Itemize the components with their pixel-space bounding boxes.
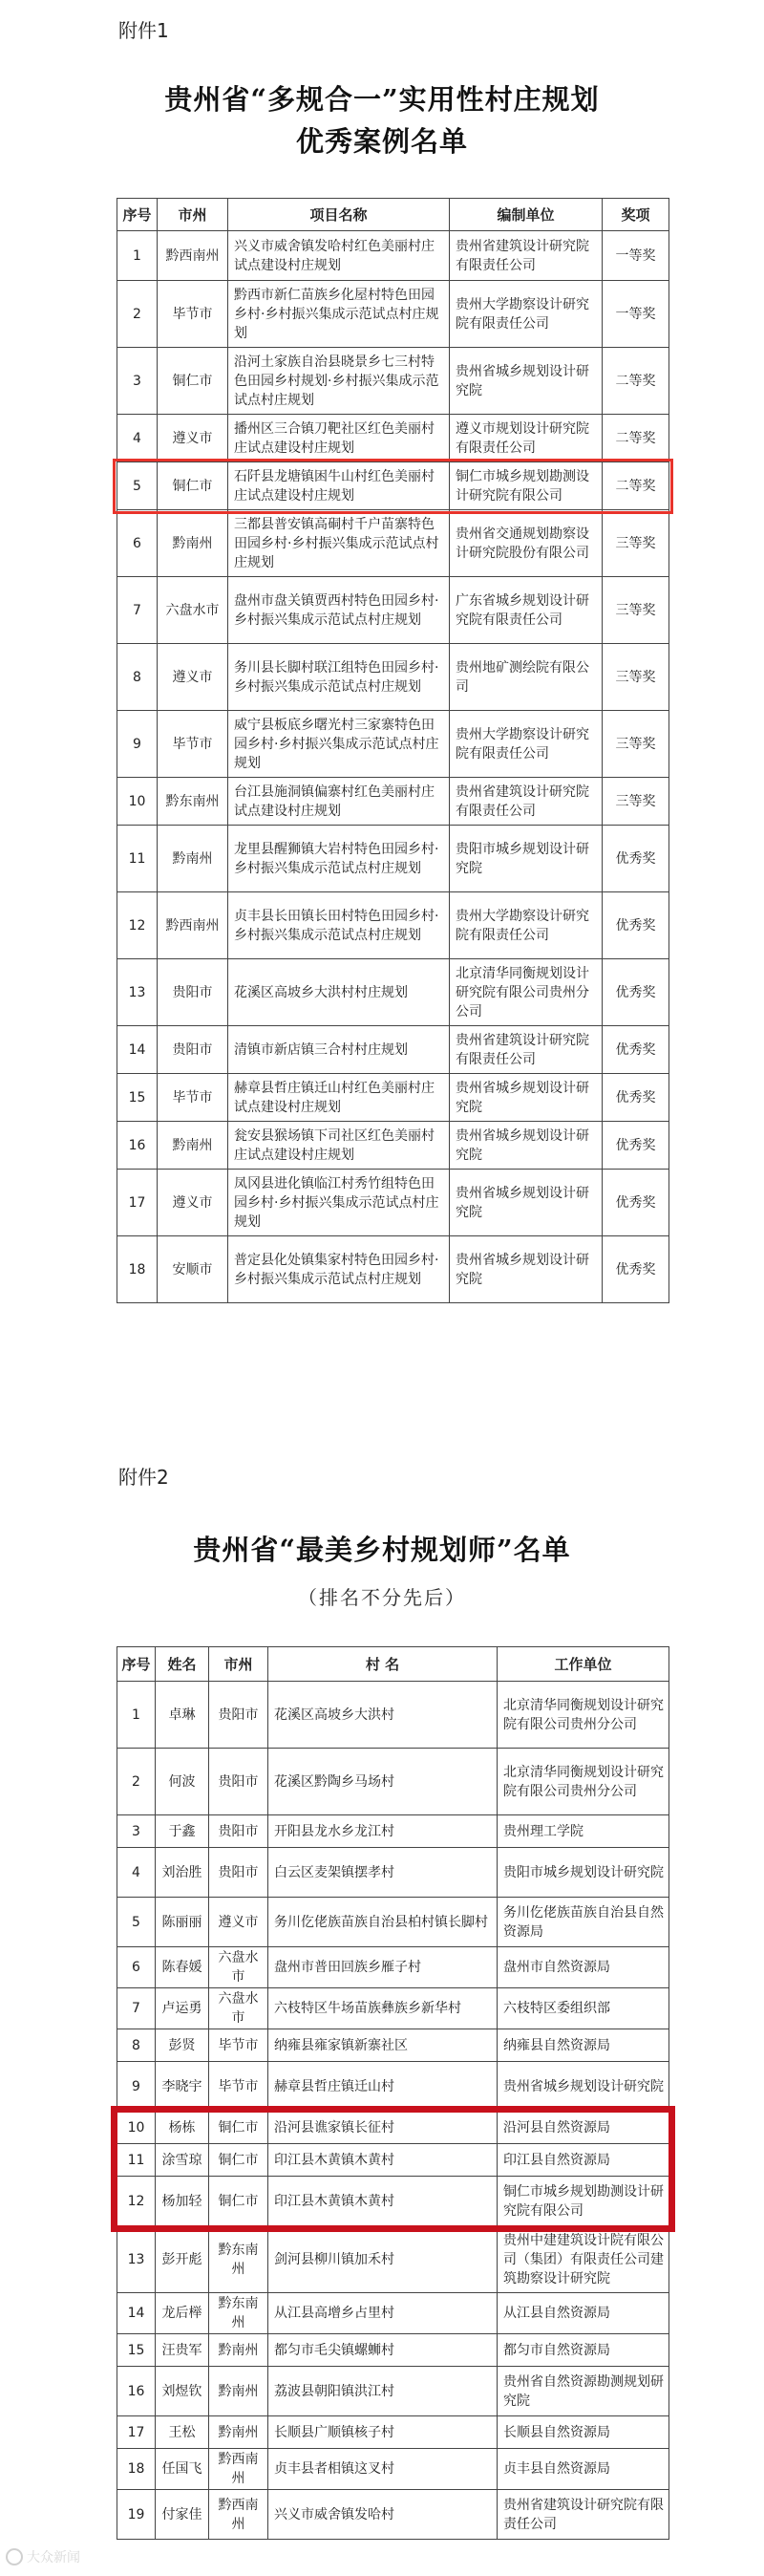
t2-cell-unit: 印江县自然资源局 <box>498 2144 669 2177</box>
t2-cell-village: 务川仡佬族苗族自治县柏村镇长脚村 <box>268 1898 498 1947</box>
t2-cell-village: 长顺县广顺镇核子村 <box>268 2416 498 2449</box>
t2-cell-city: 贵阳市 <box>209 1848 268 1898</box>
t2-cell-village: 花溪区高坡乡大洪村 <box>268 1682 498 1749</box>
t2-cell-name: 杨加轻 <box>156 2177 209 2226</box>
t1-cell-award: 优秀奖 <box>603 1236 669 1303</box>
t2-cell-no: 17 <box>117 2416 156 2449</box>
table-row <box>117 415 669 462</box>
t1-cell-award: 优秀奖 <box>603 1026 669 1074</box>
t1-cell-unit: 贵州省建筑设计研究院有限责任公司 <box>450 1026 603 1074</box>
t2-cell-city: 六盘水市 <box>209 1988 268 2029</box>
t2-cell-name: 龙后榉 <box>156 2293 209 2334</box>
table-row <box>117 510 669 577</box>
t1-cell-city: 贵阳市 <box>158 1026 228 1074</box>
t2-cell-name: 陈丽丽 <box>156 1898 209 1947</box>
table-row <box>117 778 669 826</box>
t1-header-cell: 奖项 <box>603 199 669 231</box>
t1-cell-project: 赫章县哲庄镇迁山村红色美丽村庄试点建设村庄规划 <box>228 1074 450 1122</box>
table-row <box>117 348 669 415</box>
table-row <box>117 1988 669 2029</box>
table-row <box>117 644 669 711</box>
t2-cell-name: 刘煜钦 <box>156 2367 209 2416</box>
t2-cell-unit: 北京清华同衡规划设计研究院有限公司贵州分公司 <box>498 1749 669 1815</box>
t2-cell-unit: 从江县自然资源局 <box>498 2293 669 2334</box>
t2-cell-city: 毕节市 <box>209 2029 268 2062</box>
t1-cell-award: 二等奖 <box>603 462 669 510</box>
table-row <box>117 711 669 778</box>
t1-cell-no: 16 <box>117 1122 158 1170</box>
t1-cell-project: 播州区三合镇刀靶社区红色美丽村庄试点建设村庄规划 <box>228 415 450 462</box>
t1-cell-unit: 贵州省交通规划勘察设计研究院股份有限公司 <box>450 510 603 577</box>
t1-cell-unit: 贵州省建筑设计研究院有限责任公司 <box>450 778 603 826</box>
t2-cell-unit: 务川仡佬族苗族自治县自然资源局 <box>498 1898 669 1947</box>
t2-cell-unit: 沿河县自然资源局 <box>498 2112 669 2144</box>
t2-cell-name: 任国飞 <box>156 2449 209 2490</box>
t2-cell-city: 铜仁市 <box>209 2177 268 2226</box>
t1-cell-no: 12 <box>117 892 158 959</box>
t1-cell-project: 兴义市威舍镇发哈村红色美丽村庄试点建设村庄规划 <box>228 231 450 281</box>
table-row <box>117 826 669 892</box>
t1-cell-no: 17 <box>117 1170 158 1236</box>
t2-cell-name: 何波 <box>156 1749 209 1815</box>
table-row <box>117 2029 669 2062</box>
attachment1-label: 附件1 <box>118 19 169 42</box>
t2-header-cell: 市州 <box>209 1647 268 1682</box>
t2-cell-city: 遵义市 <box>209 1898 268 1947</box>
t1-cell-project: 黔西市新仁苗族乡化屋村特色田园乡村·乡村振兴集成示范试点村庄规划 <box>228 281 450 348</box>
table-row <box>117 1749 669 1815</box>
t2-cell-no: 14 <box>117 2293 156 2334</box>
t1-cell-city: 黔西南州 <box>158 231 228 281</box>
news-logo-icon <box>6 2548 23 2565</box>
t2-cell-unit: 铜仁市城乡规划勘测设计研究院有限公司 <box>498 2177 669 2226</box>
t2-cell-name: 卢运勇 <box>156 1988 209 2029</box>
t1-cell-no: 8 <box>117 644 158 711</box>
t1-cell-award: 优秀奖 <box>603 892 669 959</box>
t1-cell-unit: 遵义市规划设计研究院有限责任公司 <box>450 415 603 462</box>
t2-cell-no: 6 <box>117 1947 156 1988</box>
t2-cell-no: 8 <box>117 2029 156 2062</box>
t2-cell-unit: 长顺县自然资源局 <box>498 2416 669 2449</box>
attachment1-title-line2: 优秀案例名单 <box>295 125 468 158</box>
t2-cell-village: 从江县高增乡占里村 <box>268 2293 498 2334</box>
t1-cell-project: 沿河土家族自治县晓景乡七三村特色田园乡村规划·乡村振兴集成示范试点村庄规划 <box>228 348 450 415</box>
t2-cell-city: 黔南州 <box>209 2367 268 2416</box>
t2-cell-unit: 北京清华同衡规划设计研究院有限公司贵州分公司 <box>498 1682 669 1749</box>
t1-cell-no: 15 <box>117 1074 158 1122</box>
t1-cell-city: 贵阳市 <box>158 959 228 1026</box>
t1-cell-award: 优秀奖 <box>603 1122 669 1170</box>
t1-cell-project: 三都县普安镇高硐村千户苗寨特色田园乡村·乡村振兴集成示范试点村庄规划 <box>228 510 450 577</box>
t2-cell-no: 15 <box>117 2334 156 2367</box>
t1-cell-project: 石阡县龙塘镇困牛山村红色美丽村庄试点建设村庄规划 <box>228 462 450 510</box>
t1-cell-unit: 贵州大学勘察设计研究院有限责任公司 <box>450 892 603 959</box>
t2-cell-unit: 盘州市自然资源局 <box>498 1947 669 1988</box>
t1-cell-unit: 铜仁市城乡规划勘测设计研究院有限公司 <box>450 462 603 510</box>
t1-cell-no: 2 <box>117 281 158 348</box>
t2-cell-unit: 贞丰县自然资源局 <box>498 2449 669 2490</box>
t1-cell-award: 优秀奖 <box>603 1170 669 1236</box>
table-row <box>117 2177 669 2226</box>
t2-cell-village: 印江县木黄镇木黄村 <box>268 2144 498 2177</box>
t1-cell-no: 6 <box>117 510 158 577</box>
table-row <box>117 1170 669 1236</box>
t2-cell-name: 彭贤 <box>156 2029 209 2062</box>
table-row <box>117 2226 669 2293</box>
t1-cell-no: 3 <box>117 348 158 415</box>
t2-cell-no: 7 <box>117 1988 156 2029</box>
attachment2-title: 贵州省“最美乡村规划师”名单 <box>193 1534 571 1566</box>
t2-cell-unit: 贵阳市城乡规划设计研究院 <box>498 1848 669 1898</box>
watermark-text: 大众新闻 <box>27 2550 80 2565</box>
t1-cell-city: 安顺市 <box>158 1236 228 1303</box>
t1-cell-unit: 贵州省建筑设计研究院有限责任公司 <box>450 231 603 281</box>
t1-cell-no: 4 <box>117 415 158 462</box>
t2-cell-city: 毕节市 <box>209 2062 268 2112</box>
t2-cell-city: 铜仁市 <box>209 2144 268 2177</box>
t2-cell-city: 贵阳市 <box>209 1749 268 1815</box>
t1-cell-award: 三等奖 <box>603 711 669 778</box>
t2-cell-no: 12 <box>117 2177 156 2226</box>
table-row <box>117 1848 669 1898</box>
table-row <box>117 2367 669 2416</box>
t1-cell-no: 5 <box>117 462 158 510</box>
table-row <box>117 231 669 281</box>
table-row <box>117 1122 669 1170</box>
t1-cell-unit: 贵州大学勘察设计研究院有限责任公司 <box>450 281 603 348</box>
t1-cell-unit: 贵州省城乡规划设计研究院 <box>450 348 603 415</box>
t1-cell-no: 14 <box>117 1026 158 1074</box>
t2-cell-unit: 纳雍县自然资源局 <box>498 2029 669 2062</box>
t2-cell-name: 涂雪琼 <box>156 2144 209 2177</box>
t2-cell-unit: 贵州省自然资源勘测规划研究院 <box>498 2367 669 2416</box>
t2-cell-no: 3 <box>117 1815 156 1848</box>
table-row <box>117 1898 669 1947</box>
t2-cell-no: 1 <box>117 1682 156 1749</box>
t2-cell-village: 白云区麦架镇摆孝村 <box>268 1848 498 1898</box>
t1-cell-unit: 贵州省城乡规划设计研究院 <box>450 1170 603 1236</box>
t2-cell-no: 11 <box>117 2144 156 2177</box>
t2-cell-village: 剑河县柳川镇加禾村 <box>268 2226 498 2293</box>
t2-cell-name: 杨栋 <box>156 2112 209 2144</box>
t1-cell-project: 盘州市盘关镇贾西村特色田园乡村·乡村振兴集成示范试点村庄规划 <box>228 577 450 644</box>
t2-cell-city: 黔东南州 <box>209 2293 268 2334</box>
attachment2-subtitle: （排名不分先后） <box>298 1586 466 1609</box>
watermark <box>6 2547 80 2566</box>
t1-cell-project: 贞丰县长田镇长田村特色田园乡村·乡村振兴集成示范试点村庄规划 <box>228 892 450 959</box>
t2-header-cell: 村 名 <box>268 1647 498 1682</box>
table-row <box>117 1074 669 1122</box>
t1-cell-city: 遵义市 <box>158 1170 228 1236</box>
t1-cell-project: 台江县施洞镇偏寨村红色美丽村庄试点建设村庄规划 <box>228 778 450 826</box>
t2-cell-no: 16 <box>117 2367 156 2416</box>
t2-cell-city: 黔南州 <box>209 2416 268 2449</box>
t2-cell-city: 黔南州 <box>209 2334 268 2367</box>
t2-cell-name: 王松 <box>156 2416 209 2449</box>
table-row <box>117 1236 669 1303</box>
t1-cell-unit: 贵州省城乡规划设计研究院 <box>450 1236 603 1303</box>
table-row <box>117 2293 669 2334</box>
table-row <box>117 892 669 959</box>
t2-cell-no: 13 <box>117 2226 156 2293</box>
t2-cell-no: 10 <box>117 2112 156 2144</box>
t1-cell-no: 1 <box>117 231 158 281</box>
t1-cell-award: 三等奖 <box>603 577 669 644</box>
t1-cell-city: 毕节市 <box>158 711 228 778</box>
t2-cell-name: 刘治胜 <box>156 1848 209 1898</box>
t1-cell-unit: 贵州地矿测绘院有限公司 <box>450 644 603 711</box>
t2-cell-village: 六枝特区牛场苗族彝族乡新华村 <box>268 1988 498 2029</box>
t2-cell-unit: 六枝特区委组织部 <box>498 1988 669 2029</box>
t1-cell-project: 普定县化处镇集家村特色田园乡村·乡村振兴集成示范试点村庄规划 <box>228 1236 450 1303</box>
t1-cell-award: 二等奖 <box>603 348 669 415</box>
t2-header-cell: 姓名 <box>156 1647 209 1682</box>
t2-cell-village: 兴义市威舍镇发哈村 <box>268 2490 498 2540</box>
t2-cell-name: 付家佳 <box>156 2490 209 2540</box>
t2-cell-village: 盘州市普田回族乡雁子村 <box>268 1947 498 1988</box>
t1-header-cell: 市州 <box>158 199 228 231</box>
t2-cell-village: 都匀市毛尖镇螺蛳村 <box>268 2334 498 2367</box>
t2-header-cell: 序号 <box>117 1647 156 1682</box>
attachment2-label: 附件2 <box>118 1466 169 1489</box>
t2-cell-unit: 贵州省建筑设计研究院有限责任公司 <box>498 2490 669 2540</box>
t1-cell-no: 7 <box>117 577 158 644</box>
table-row <box>117 2112 669 2144</box>
t1-header-row <box>117 199 669 231</box>
t1-cell-award: 一等奖 <box>603 281 669 348</box>
t1-cell-city: 铜仁市 <box>158 348 228 415</box>
t1-cell-project: 龙里县醒狮镇大岩村特色田园乡村·乡村振兴集成示范试点村庄规划 <box>228 826 450 892</box>
t1-cell-project: 务川县长脚村联江组特色田园乡村·乡村振兴集成示范试点村庄规划 <box>228 644 450 711</box>
t1-cell-city: 黔西南州 <box>158 892 228 959</box>
t1-cell-city: 黔南州 <box>158 826 228 892</box>
t1-cell-unit: 贵阳市城乡规划设计研究院 <box>450 826 603 892</box>
t2-cell-village: 贞丰县者相镇这叉村 <box>268 2449 498 2490</box>
t2-cell-city: 贵阳市 <box>209 1682 268 1749</box>
table-row <box>117 2334 669 2367</box>
table-row <box>117 2144 669 2177</box>
t1-cell-unit: 贵州省城乡规划设计研究院 <box>450 1074 603 1122</box>
t1-header-cell: 编制单位 <box>450 199 603 231</box>
t1-cell-award: 优秀奖 <box>603 959 669 1026</box>
t1-cell-project: 清镇市新店镇三合村村庄规划 <box>228 1026 450 1074</box>
table-row <box>117 281 669 348</box>
table-row <box>117 1682 669 1749</box>
t2-cell-city: 六盘水市 <box>209 1947 268 1988</box>
t1-cell-city: 毕节市 <box>158 281 228 348</box>
t2-cell-village: 纳雍县雍家镇新寨社区 <box>268 2029 498 2062</box>
t2-cell-name: 陈春媛 <box>156 1947 209 1988</box>
table-row <box>117 1026 669 1074</box>
t2-cell-unit: 贵州理工学院 <box>498 1815 669 1848</box>
t1-cell-no: 9 <box>117 711 158 778</box>
t2-cell-village: 花溪区黔陶乡马场村 <box>268 1749 498 1815</box>
t1-cell-no: 13 <box>117 959 158 1026</box>
t2-cell-unit: 贵州中建建筑设计院有限公司（集团）有限责任公司建筑勘察设计研究院 <box>498 2226 669 2293</box>
t2-cell-city: 铜仁市 <box>209 2112 268 2144</box>
t1-cell-unit: 贵州大学勘察设计研究院有限责任公司 <box>450 711 603 778</box>
t1-cell-project: 花溪区高坡乡大洪村村庄规划 <box>228 959 450 1026</box>
table-row <box>117 577 669 644</box>
table-row <box>117 2062 669 2112</box>
t2-cell-city: 黔东南州 <box>209 2226 268 2293</box>
t2-cell-no: 4 <box>117 1848 156 1898</box>
table-row <box>117 1947 669 1988</box>
t1-cell-city: 遵义市 <box>158 415 228 462</box>
attachment1-title-line1: 贵州省“多规合一”实用性村庄规划 <box>164 83 600 116</box>
best-planners-table <box>117 1646 669 2540</box>
table-row <box>117 959 669 1026</box>
t2-cell-no: 9 <box>117 2062 156 2112</box>
t2-cell-no: 2 <box>117 1749 156 1815</box>
t1-cell-city: 遵义市 <box>158 644 228 711</box>
t2-cell-city: 黔西南州 <box>209 2490 268 2540</box>
t1-cell-city: 黔东南州 <box>158 778 228 826</box>
t1-cell-project: 瓮安县猴场镇下司社区红色美丽村庄试点建设村庄规划 <box>228 1122 450 1170</box>
t1-cell-unit: 贵州省城乡规划设计研究院 <box>450 1122 603 1170</box>
t1-cell-project: 威宁县板底乡曙光村三家寨特色田园乡村·乡村振兴集成示范试点村庄规划 <box>228 711 450 778</box>
t1-cell-award: 三等奖 <box>603 510 669 577</box>
t1-header-cell: 项目名称 <box>228 199 450 231</box>
t1-cell-no: 11 <box>117 826 158 892</box>
t2-cell-city: 贵阳市 <box>209 1815 268 1848</box>
t1-cell-award: 优秀奖 <box>603 826 669 892</box>
t1-cell-project: 凤冈县进化镇临江村秀竹组特色田园乡村·乡村振兴集成示范试点村庄规划 <box>228 1170 450 1236</box>
t2-cell-name: 李晓宇 <box>156 2062 209 2112</box>
t2-cell-village: 印江县木黄镇木黄村 <box>268 2177 498 2226</box>
table-row <box>117 1815 669 1848</box>
t1-cell-award: 二等奖 <box>603 415 669 462</box>
t2-cell-village: 沿河县谯家镇长征村 <box>268 2112 498 2144</box>
t2-cell-unit: 都匀市自然资源局 <box>498 2334 669 2367</box>
t1-cell-unit: 广东省城乡规划设计研究院有限责任公司 <box>450 577 603 644</box>
t2-cell-city: 黔西南州 <box>209 2449 268 2490</box>
t2-cell-village: 开阳县龙水乡龙江村 <box>268 1815 498 1848</box>
t2-cell-village: 荔波县朝阳镇洪江村 <box>268 2367 498 2416</box>
t2-cell-village: 赫章县哲庄镇迁山村 <box>268 2062 498 2112</box>
t1-cell-city: 黔南州 <box>158 1122 228 1170</box>
t1-cell-city: 毕节市 <box>158 1074 228 1122</box>
t1-cell-award: 三等奖 <box>603 644 669 711</box>
t1-cell-city: 六盘水市 <box>158 577 228 644</box>
t2-header-row <box>117 1647 669 1682</box>
t1-cell-city: 黔南州 <box>158 510 228 577</box>
t1-cell-award: 三等奖 <box>603 778 669 826</box>
t2-cell-name: 于鑫 <box>156 1815 209 1848</box>
t1-cell-city: 铜仁市 <box>158 462 228 510</box>
excellent-cases-table <box>117 198 669 1303</box>
t1-cell-award: 优秀奖 <box>603 1074 669 1122</box>
t2-cell-unit: 贵州省城乡规划设计研究院 <box>498 2062 669 2112</box>
table-row <box>117 2416 669 2449</box>
table-row <box>117 2449 669 2490</box>
t2-cell-no: 5 <box>117 1898 156 1947</box>
t1-cell-award: 一等奖 <box>603 231 669 281</box>
table-row <box>117 462 669 510</box>
t1-cell-unit: 北京清华同衡规划设计研究院有限公司贵州分公司 <box>450 959 603 1026</box>
t2-cell-no: 18 <box>117 2449 156 2490</box>
t1-cell-no: 18 <box>117 1236 158 1303</box>
table-row <box>117 2490 669 2540</box>
t2-cell-name: 彭开彪 <box>156 2226 209 2293</box>
t1-header-cell: 序号 <box>117 199 158 231</box>
t2-cell-no: 19 <box>117 2490 156 2540</box>
t2-cell-name: 汪贵军 <box>156 2334 209 2367</box>
t1-cell-no: 10 <box>117 778 158 826</box>
t2-cell-name: 卓琳 <box>156 1682 209 1749</box>
t2-header-cell: 工作单位 <box>498 1647 669 1682</box>
